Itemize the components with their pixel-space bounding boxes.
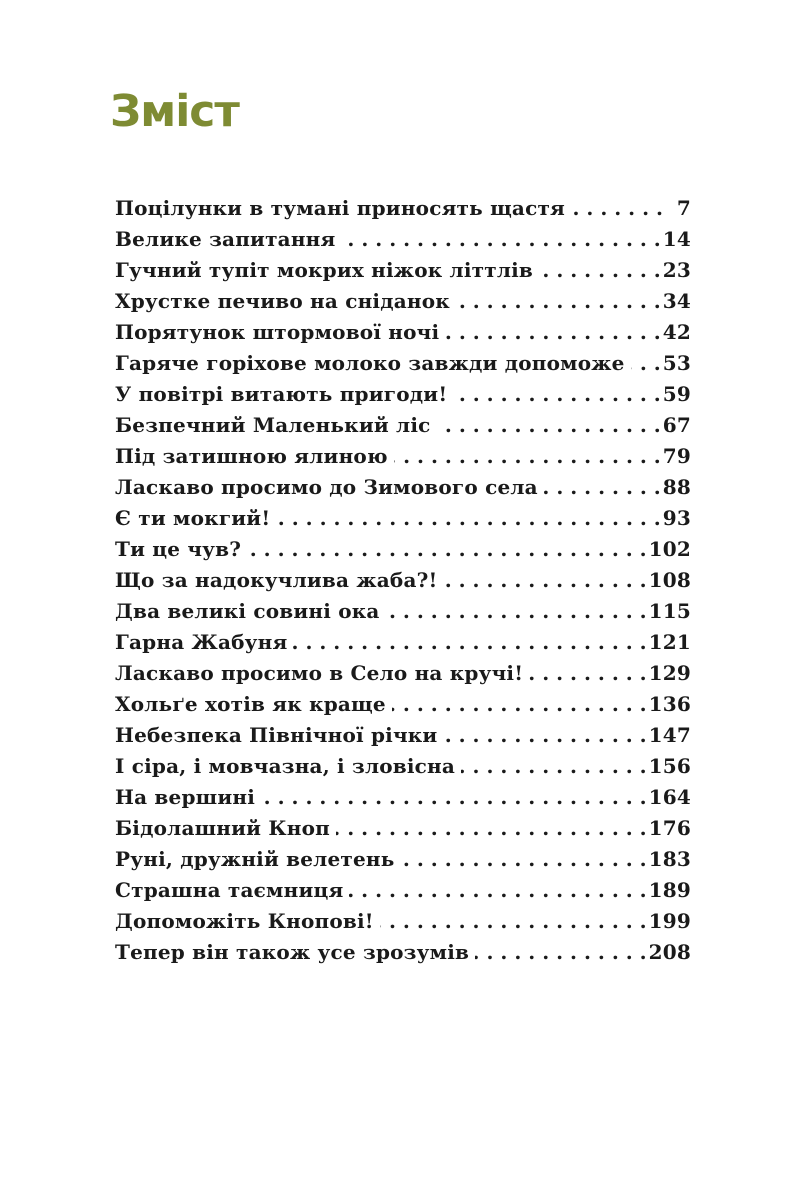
- toc-entry-page-number: 176: [648, 816, 691, 840]
- toc-entry: [115, 937, 691, 968]
- toc-entry-page-number: 108: [648, 568, 691, 592]
- toc-entry-title: Ласкаво просимо до Зимового села: [115, 475, 538, 499]
- dot-leader: [437, 410, 661, 441]
- toc-entry-title: Ласкаво просимо в Село на кручі!: [115, 661, 524, 685]
- toc-entry: [115, 193, 691, 224]
- toc-entry-title: Страшна таємниця: [115, 878, 344, 902]
- toc-entry-title: Бідолашний Кноп: [115, 816, 330, 840]
- toc-entry-page-number: 14: [662, 227, 691, 251]
- toc-entry: [115, 410, 691, 441]
- dot-leader: [475, 937, 647, 968]
- dot-leader: [631, 348, 661, 379]
- toc-entry-page-number: 208: [648, 940, 691, 964]
- toc-entry-page-number: 23: [662, 258, 691, 282]
- dot-leader: [349, 875, 646, 906]
- dot-leader: [456, 286, 661, 317]
- toc-entry: [115, 348, 691, 379]
- toc-entry-page-number: 88: [662, 475, 691, 499]
- toc-entry-title: У повітрі витають пригоди!: [115, 382, 448, 406]
- toc-entry-page-number: 115: [648, 599, 691, 623]
- toc-entry-title: На вершині: [115, 785, 255, 809]
- toc-entry-page-number: 189: [648, 878, 691, 902]
- dot-leader: [293, 627, 646, 658]
- dot-leader: [453, 379, 660, 410]
- dot-leader: [461, 751, 647, 782]
- toc-entry: [115, 906, 691, 937]
- toc-entry-title: Тепер він також усе зрозумів: [115, 940, 470, 964]
- dot-leader: [544, 472, 661, 503]
- toc-entry-page-number: 93: [662, 506, 691, 530]
- toc-entry-title: Порятунок штормової ночі: [115, 320, 440, 344]
- toc-entry-page-number: 164: [648, 785, 691, 809]
- toc-entry: [115, 472, 691, 503]
- toc-entry: [115, 565, 691, 596]
- toc-entry: [115, 441, 691, 472]
- toc-entry-title: Поцілунки в тумані приносять щастя: [115, 196, 566, 220]
- toc-entry: [115, 875, 691, 906]
- toc-entry-title: Під затишною ялиною: [115, 444, 388, 468]
- toc-entry: [115, 317, 691, 348]
- toc-entry-title: Велике запитання: [115, 227, 336, 251]
- dot-leader: [276, 503, 660, 534]
- toc-entry-title: Небезпека Північної річки: [115, 723, 438, 747]
- toc-entry-page-number: 59: [662, 382, 691, 406]
- toc-entry-page-number: 136: [648, 692, 691, 716]
- toc-entry-page-number: 102: [648, 537, 691, 561]
- dot-leader: [444, 565, 647, 596]
- toc-entry-title: Гарна Жабуня: [115, 630, 288, 654]
- toc-entry: [115, 658, 691, 689]
- toc-entry-page-number: 34: [662, 289, 691, 313]
- toc-entry-title: Гаряче горіхове молоко завжди допоможе: [115, 351, 625, 375]
- toc-entry-title: І сіра, і мовчазна, і зловісна: [115, 754, 456, 778]
- toc-entry: [115, 720, 691, 751]
- page-title: Зміст: [110, 86, 239, 137]
- toc-entry-title: Руні, дружній велетень: [115, 847, 395, 871]
- dot-leader: [529, 658, 646, 689]
- dot-leader: [394, 441, 661, 472]
- toc-entry-title: Є ти мокгий!: [115, 506, 271, 530]
- toc-entry-page-number: 156: [648, 754, 691, 778]
- toc-entry: [115, 255, 691, 286]
- dot-leader: [539, 255, 661, 286]
- dot-leader: [336, 813, 647, 844]
- toc-entry-title: Що за надокучлива жаба?!: [115, 568, 438, 592]
- toc-entry-title: Ти це чув?: [115, 537, 242, 561]
- dot-leader: [401, 844, 647, 875]
- toc-entry: [115, 813, 691, 844]
- toc-entry-title: Безпечний Маленький ліс: [115, 413, 431, 437]
- toc-entry-page-number: 7: [676, 196, 691, 220]
- toc-entry-page-number: 199: [648, 909, 691, 933]
- toc-entry-page-number: 183: [648, 847, 691, 871]
- toc-entry: [115, 627, 691, 658]
- toc-entry: [115, 379, 691, 410]
- dot-leader: [392, 689, 647, 720]
- toc-entry: [115, 534, 691, 565]
- dot-leader: [261, 782, 647, 813]
- toc-entry-page-number: 121: [648, 630, 691, 654]
- toc-entry-title: Хрустке печиво на сніданок: [115, 289, 450, 313]
- toc-entry-page-number: 129: [648, 661, 691, 685]
- toc-entry-page-number: 53: [662, 351, 691, 375]
- toc-entry: [115, 782, 691, 813]
- toc-entry-page-number: 147: [648, 723, 691, 747]
- toc-entry: [115, 503, 691, 534]
- table-of-contents: [115, 193, 691, 968]
- toc-entry: [115, 751, 691, 782]
- toc-entry-title: Хольґе хотів як краще: [115, 692, 386, 716]
- toc-entry-page-number: 79: [662, 444, 691, 468]
- dot-leader: [342, 224, 661, 255]
- dot-leader: [380, 906, 647, 937]
- dot-leader: [445, 317, 660, 348]
- toc-entry-title: Два великі совині ока: [115, 599, 380, 623]
- toc-entry: [115, 286, 691, 317]
- dot-leader: [443, 720, 646, 751]
- dot-leader: [247, 534, 646, 565]
- toc-entry-page-number: 67: [662, 413, 691, 437]
- toc-entry: [115, 224, 691, 255]
- dot-leader: [386, 596, 647, 627]
- toc-entry-title: Допоможіть Кнопові!: [115, 909, 374, 933]
- toc-entry: [115, 844, 691, 875]
- toc-entry-title: Гучний тупіт мокрих ніжок літтлів: [115, 258, 534, 282]
- toc-entry: [115, 689, 691, 720]
- toc-entry: [115, 596, 691, 627]
- toc-entry-page-number: 42: [662, 320, 691, 344]
- dot-leader: [571, 193, 663, 224]
